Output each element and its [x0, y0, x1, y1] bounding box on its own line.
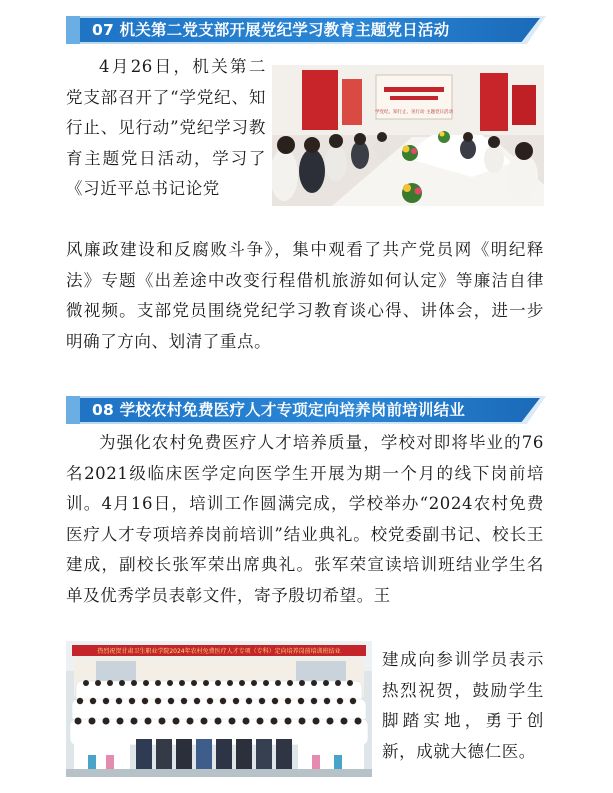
group-photo-illustration — [66, 641, 372, 777]
party-meeting-photo — [272, 65, 544, 206]
section-07-text-left: 4月26日，机关第二党支部召开了“学党纪、知行止、见行动”党纪学习教育主题党日活动，学习了《习近平总书记论党 — [66, 57, 266, 198]
section-08-banner — [66, 396, 546, 424]
banner-left-cap — [66, 396, 80, 424]
section-08-text-right: 建成向参训学员表示热烈祝贺，鼓励学生脚踏实地，勇于创新，成就大德仁医。 — [382, 650, 544, 761]
banner-left-cap — [66, 16, 80, 44]
section-07-heading: 07 机关第二党支部开展党纪学习教育主题党日活动 — [92, 21, 450, 39]
graduation-group-photo — [66, 641, 372, 777]
section-07-banner — [66, 16, 546, 44]
section-07-text-full: 风廉政建设和反腐败斗争》，集中观看了共产党员网《明纪释法》专题《出差途中改变行程借机旅游如何认定》等廉洁自律微视频。支部党员围绕党纪学习教育谈心得、讲体会，进一步明确了方向、划清了重点。 — [66, 240, 544, 351]
photo-screen-caption: 学党纪、知行止、见行动 主题党日活动 — [375, 110, 453, 115]
section-08-text-full: 为强化农村免费医疗人才培养质量，学校对即将毕业的76名2021级临床医学定向医学生开展为期一个月的线下岗前培训。4月16日，培训工作圆满完成，学校举办“2024农村免费医疗人才专项培养岗前培训”结业典礼。校党委副书记、校长王建成，副校长张军荣出席典礼。张军荣宣读培训班结业学生名单及优秀学员表彰文件，寄予殷切希望。王 — [66, 433, 544, 605]
meeting-room-illustration — [272, 65, 544, 206]
section-08-heading: 08 学校农村免费医疗人才专项定向培养岗前培训结业 — [92, 401, 465, 419]
photo-banner-caption: 热烈祝贺甘肃卫生职业学院2024年农村免费医疗人才专项（专科）定向培养岗前培训班结业 — [97, 648, 341, 655]
